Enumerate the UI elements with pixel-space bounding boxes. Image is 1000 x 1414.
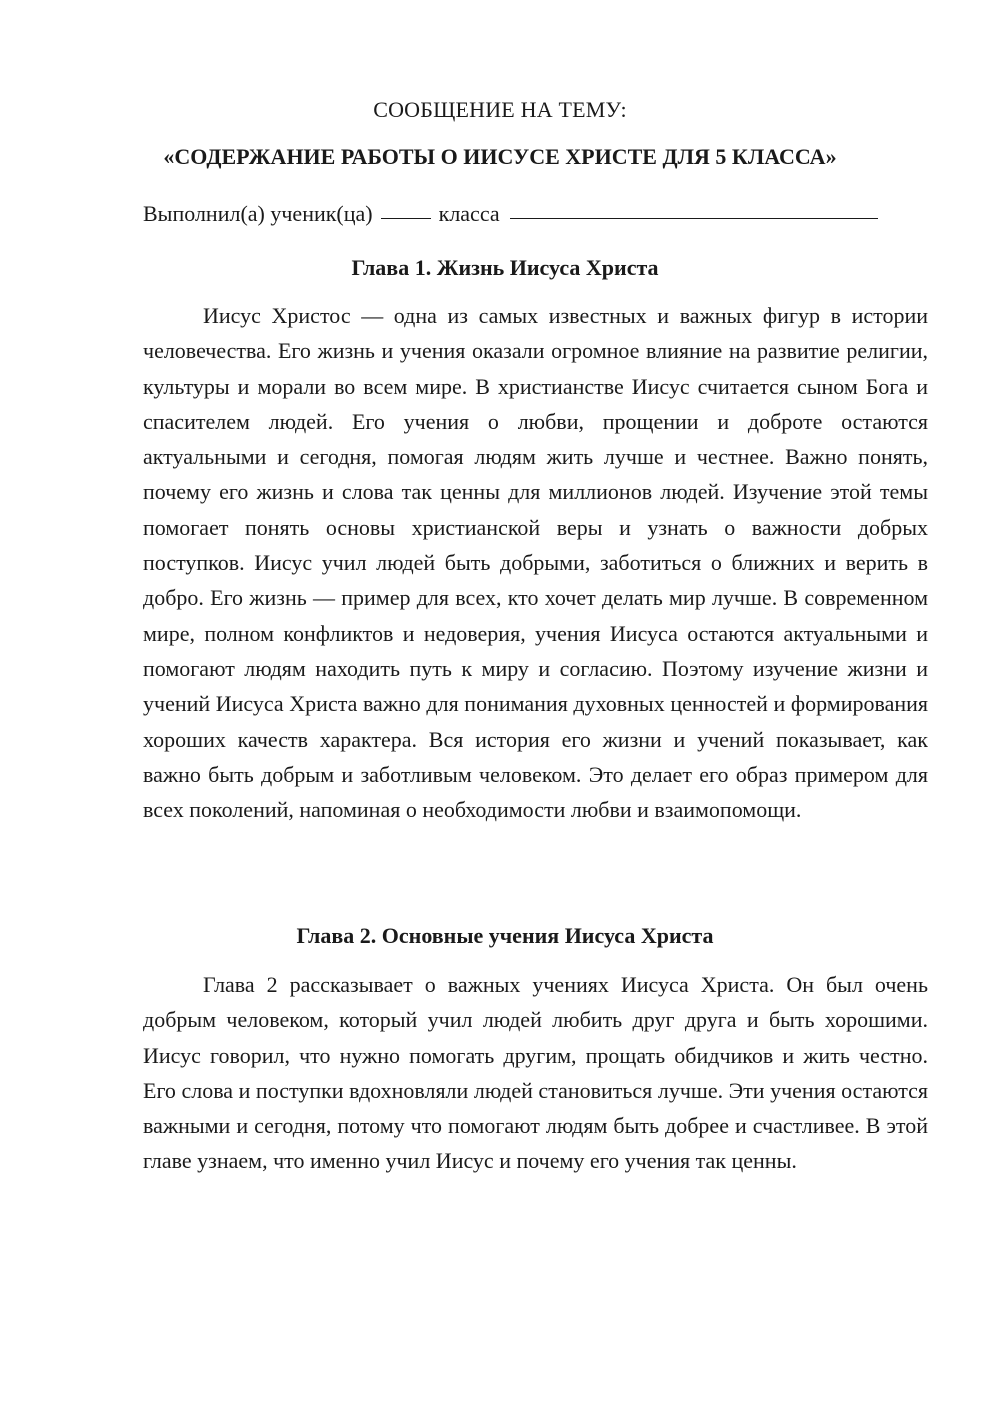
document-title-line-1: СООБЩЕНИЕ НА ТЕМУ: [373,97,627,122]
name-blank [510,196,878,219]
document-title-line-2: «СОДЕРЖАНИЕ РАБОТЫ О ИИСУСЕ ХРИСТЕ ДЛЯ 5 КЛАССА» [163,144,837,169]
class-label: класса [438,201,500,226]
author-line [143,198,878,228]
grade-blank [381,196,431,219]
chapter-2-heading: Глава 2. Основные учения Иисуса Христа [296,923,714,948]
chapter-2-paragraph: Глава 2 рассказывает о важных учениях Иисуса Христа. Он был очень добрым человеком, который учил людей любить друг друга и быть хорошими. Иисус говорил, что нужно помогать другим, прощать обидчиков и жить честно. Его слова и поступки вдохновляли людей становиться лучше. Эти учения остаются важными и сегодня, потому что помогают людям быть добрее и счастливее. В этой главе узнаем, что именно учил Иисус и почему его учения так ценны. [143,972,928,1174]
chapter-1-paragraph: Иисус Христос — одна из самых известных и важных фигур в истории человечества. Его жизнь и учения оказали огромное влияние на развитие религии, культуры и морали во всем мире. В христианстве Иисус считается сыном Бога и спасителем людей. Его учения о любви, прощении и доброте остаются актуальными и сегодня, помогая людям жить лучше и честнее. Важно понять, почему его жизнь и слова так ценны для миллионов людей. Изучение этой темы помогает понять основы христианской веры и узнать о важности добрых поступков. Иисус учил людей быть добрыми, заботиться о ближних и верить в добро. Его жизнь — пример для всех, кто хочет делать мир лучше. В современном мире, полном конфликтов и недоверия, учения Иисуса остаются актуальными и помогают людям находить путь к миру и согласию. Поэтому изучение жизни и учений Иисуса Христа важно для понимания духовных ценностей и формирования хороших качеств характера. Вся история его жизни и учений показывает, как важно быть добрым и заботливым человеком. Это делает его образ примером для всех поколений, напоминая о необходимости любви и взаимопомощи. [143,303,928,823]
chapter-1-heading: Глава 1. Жизнь Иисуса Христа [351,255,659,280]
author-label: Выполнил(а) ученик(ца) [143,201,373,226]
